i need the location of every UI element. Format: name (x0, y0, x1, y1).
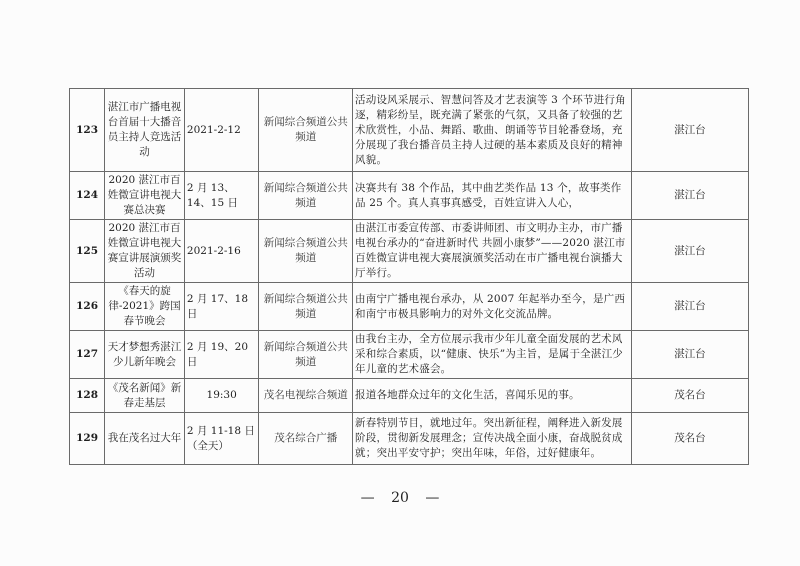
broadcast-date: 2021-2-12 (184, 89, 258, 172)
station: 湛江台 (631, 89, 748, 172)
row-number: 123 (70, 89, 105, 172)
program-title: 《春天的旋律-2021》跨国春节晚会 (105, 283, 185, 331)
station: 湛江台 (631, 172, 748, 220)
program-title: 天才梦想秀湛江少儿新年晚会 (105, 331, 185, 379)
station: 湛江台 (631, 220, 748, 283)
table-row (70, 379, 749, 413)
row-number: 124 (70, 172, 105, 220)
table-row (70, 220, 749, 283)
dash-left: — (360, 490, 375, 506)
station: 湛江台 (631, 283, 748, 331)
description: 决赛共有 38 个作品，其中曲艺类作品 13 个，故事类作品 25 个。真人真事真感受，百姓宣讲入人心， (353, 172, 632, 220)
table-row (70, 172, 749, 220)
broadcast-date: 2021-2-16 (184, 220, 258, 283)
description: 活动设风采展示、智慧问答及才艺表演等 3 个环节进行角逐，精彩纷呈，既充满了紧张的气氛，又具备了较强的艺术欣赏性，小品、舞蹈、歌曲、朗诵等节目轮番登场，充分展现了我台播音员主持人过硬的基本素质及良好的精神风貌。 (353, 89, 632, 172)
channel: 茂名综合广播 (259, 413, 353, 465)
broadcast-date: 19:30 (184, 379, 258, 413)
station: 茂名台 (631, 379, 748, 413)
program-title: 《茂名新闻》新春走基层 (105, 379, 185, 413)
program-title: 我在茂名过大年 (105, 413, 185, 465)
broadcast-date: 2 月 11-18 日（全天） (184, 413, 258, 465)
row-number: 128 (70, 379, 105, 413)
channel: 新闻综合频道公共频道 (259, 283, 353, 331)
page-number-value: 20 (391, 490, 409, 506)
channel: 新闻综合频道公共频道 (259, 220, 353, 283)
table-row (70, 89, 749, 172)
description: 新春特别节目，就地过年。突出新征程，阐释进入新发展阶段，贯彻新发展理念；宣传决战全面小康，奋战脱贫成就；突出平安守护；突出年味，年俗，过好健康年。 (353, 413, 632, 465)
channel: 新闻综合频道公共频道 (259, 172, 353, 220)
table-row (70, 413, 749, 465)
station: 茂名台 (631, 413, 748, 465)
broadcast-date: 2 月 13、14、15 日 (184, 172, 258, 220)
broadcast-date: 2 月 17、18 日 (184, 283, 258, 331)
row-number: 125 (70, 220, 105, 283)
channel: 新闻综合频道公共频道 (259, 331, 353, 379)
description: 报道各地群众过年的文化生活，喜闻乐见的事。 (353, 379, 632, 413)
row-number: 126 (70, 283, 105, 331)
program-title: 2020 湛江市百姓微宣讲电视大赛总决赛 (105, 172, 185, 220)
table-row (70, 331, 749, 379)
station: 湛江台 (631, 331, 748, 379)
dash-right: — (425, 490, 440, 506)
program-title: 2020 湛江市百姓微宣讲电视大赛宣讲展演颁奖活动 (105, 220, 185, 283)
description: 由我台主办，全方位展示我市少年儿童全面发展的艺术风采和综合素质，以“健康、快乐”为主旨，是属于全湛江少年儿童的艺术盛会。 (353, 331, 632, 379)
table-row (70, 283, 749, 331)
channel: 茂名电视综合频道 (259, 379, 353, 413)
row-number: 129 (70, 413, 105, 465)
program-title: 湛江市广播电视台首届十大播音员主持人竞选活动 (105, 89, 185, 172)
row-number: 127 (70, 331, 105, 379)
channel: 新闻综合频道公共频道 (259, 89, 353, 172)
description: 由南宁广播电视台承办，从 2007 年起举办至今，是广西和南宁市极具影响力的对外文化交流品牌。 (353, 283, 632, 331)
program-table (69, 88, 749, 465)
broadcast-date: 2 月 19、20 日 (184, 331, 258, 379)
page-number (0, 490, 800, 506)
description: 由湛江市委宣传部、市委讲师团、市文明办主办，市广播电视台承办的“奋进新时代 共圆小康梦”——2020 湛江市百姓微宣讲电视大赛展演颁奖活动在市广播电视台演播大厅举行。 (353, 220, 632, 283)
